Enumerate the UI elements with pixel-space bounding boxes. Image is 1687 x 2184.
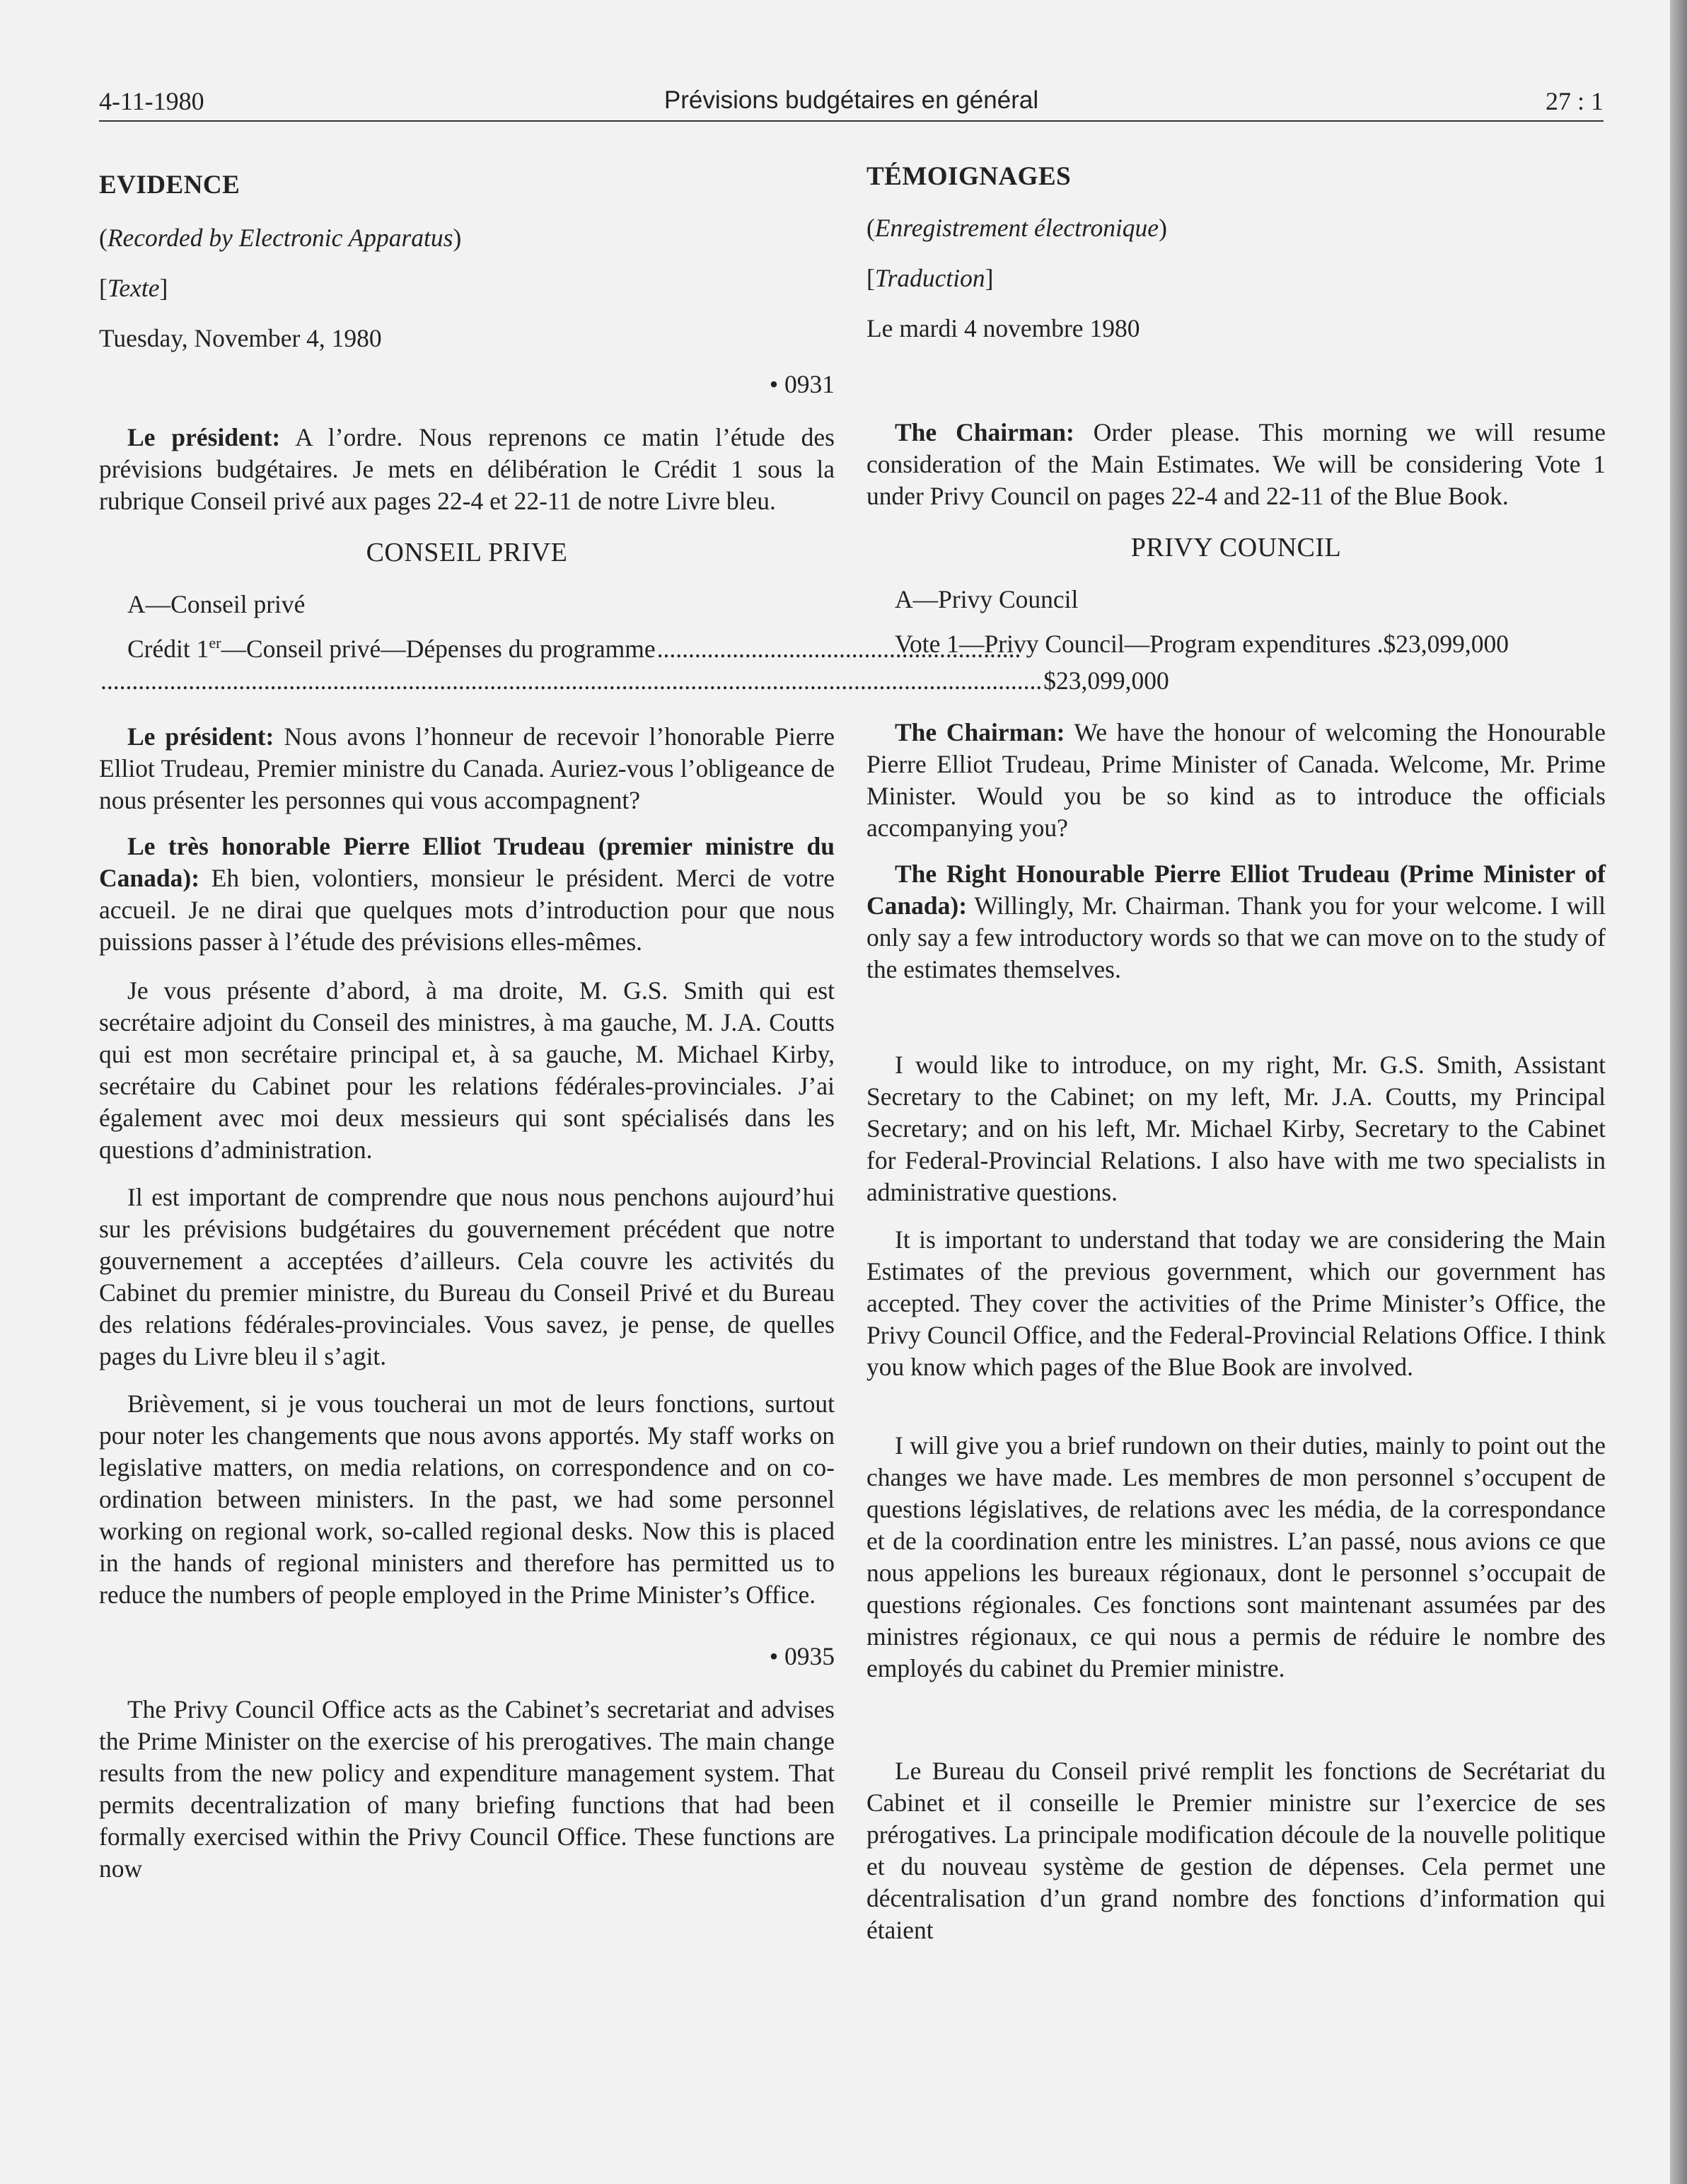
text-tag: [Texte]: [99, 274, 168, 302]
paragraph: The Chairman: We have the honour of welcoming the Honourable Pierre Elliot Trudeau, Prime Minister of Canada. Welcome, Mr. Prime Minister. Would you be so kind as to introduce the officials accompanying you?: [866, 718, 1606, 842]
section-heading: EVIDENCE: [99, 171, 240, 200]
paragraph: I would like to introduce, on my right, Mr. G.S. Smith, Assistant Secretary to the Cabinet; on my left, Mr. J.A. Coutts, my Principal Secretary; and on his left, Mr. Michael Kirby, Secretary to the Cabinet for Federal-Provincial Relations. I also have with me two specialists in administrative questions.: [866, 1051, 1606, 1206]
time-marker: • 0935: [769, 1642, 835, 1670]
vote-amount: $23,099,000: [1043, 666, 1169, 695]
recording-note: (Enregistrement électronique): [866, 214, 1167, 242]
vote-line: Vote 1—Privy Council—Program expenditures .$23,099,000: [895, 630, 1509, 658]
paragraph: It is important to understand that today we are considering the Main Estimates of the previous government, which our government has accepted. They cover the activities of the Prime Minister’s Office, the Privy Council Office, and the Federal-Provincial Relations Office. I think you know which pages of the Blue Book are involved.: [866, 1225, 1606, 1381]
subsection-title: A—Conseil privé: [127, 590, 306, 618]
page-edge: [1670, 0, 1687, 2184]
header-title: Prévisions budgétaires en général: [663, 86, 1039, 114]
text-tag: [Traduction]: [866, 264, 994, 292]
page-header: [99, 83, 1604, 122]
paragraph: Il est important de comprendre que nous nous penchons aujourd’hui sur les prévisions budgétaires du gouvernement précédent que notre gouvernement a acceptées d’ailleurs. Cela couvre les activités du Cabinet du premier ministre, du Bureau du Conseil Privé et du Bureau des relations fédérales-provinciales. Vous savez, je pense, de quelles pages du Livre bleu il s’agit.: [99, 1183, 835, 1370]
section-title: CONSEIL PRIVE: [366, 538, 568, 567]
paragraph: Le très honorable Pierre Elliot Trudeau (premier ministre du Canada): Eh bien, volontiers, monsieur le président. Merci de votre accueil. Je ne dirai que quelques mots d’introduction pour que nous puissions passer à l’étude des prévisions elles-mêmes.: [99, 832, 835, 956]
paragraph: Le Bureau du Conseil privé remplit les fonctions de Secrétariat du Cabinet et il conseille le Premier ministre sur l’exercice de ses prérogatives. La principale modification découle de la nouvelle politique et du nouveau système de gestion de dépenses. Cela permet une décentralisation d’un grand nombre des fonctions d’information qui étaient: [866, 1757, 1606, 1944]
header-page-number: 27 : 1: [1545, 87, 1604, 115]
paragraph: The Privy Council Office acts as the Cabinet’s secretariat and advises the Prime Minister on the exercise of his prerogatives. The main change results from the new policy and expenditure management system. That permits decentralization of many briefing functions that had been formally exercised within the Privy Council Office. These functions are now: [99, 1695, 835, 1883]
paragraph: I will give you a brief rundown on their duties, mainly to point out the changes we have made. Les membres de mon personnel s’occupent de questions législatives, de relations avec les média, de la correspondance et de la coordination entre les ministres. L’an passé, nous avions ce que nous appelions les bureaux régionaux, dont le personnel s’occupait de questions régionales. Ces fonctions sont maintenant assumées par des ministres régionaux, ce qui nous a permis de réduire le nombre des employés du cabinet du Premier ministre.: [866, 1431, 1606, 1682]
paragraph: Le président: Nous avons l’honneur de recevoir l’honorable Pierre Elliot Trudeau, Premier ministre du Canada. Auriez-vous l’obligeance de nous présenter les personnes qui vous accompagnent?: [99, 722, 835, 814]
paragraph: Le président: A l’ordre. Nous reprenons ce matin l’étude des prévisions budgétaires. Je mets en délibération le Crédit 1 sous la rubrique Conseil privé aux pages 22-4 et 22-11 de notre Livre bleu.: [99, 423, 835, 515]
session-date: Tuesday, November 4, 1980: [99, 324, 382, 352]
section-heading: TÉMOIGNAGES: [866, 162, 1072, 191]
paragraph: Brièvement, si je vous toucherai un mot de leurs fonctions, surtout pour noter les changements que nous avons apportés. My staff works on legislative matters, on media relations, on correspondence and on co-ordination between ministers. In the past, we had some personnel working on regional work, so-called regional desks. Now this is placed in the hands of regional ministers and therefore has permitted us to reduce the numbers of people employed in the Prime Minister’s Office.: [99, 1389, 835, 1609]
section-title: PRIVY COUNCIL: [1130, 533, 1342, 562]
right-column: [866, 159, 1606, 1946]
paragraph: The Right Honourable Pierre Elliot Trudeau (Prime Minister of Canada): Willingly, Mr. Chairman. Thank you for your welcome. I will only say a few introductory words so that we can move on to the study of the estimates themselves.: [866, 860, 1606, 983]
subsection-title: A—Privy Council: [895, 585, 1079, 613]
session-date: Le mardi 4 novembre 1980: [866, 314, 1140, 342]
recording-note: (Recorded by Electronic Apparatus): [99, 224, 462, 252]
header-date: 4-11-1980: [99, 87, 204, 115]
time-marker: • 0931: [769, 370, 835, 398]
paragraph: Je vous présente d’abord, à ma droite, M. G.S. Smith qui est secrétaire adjoint du Conseil des ministres, à ma gauche, M. J.A. Coutts qui est mon secrétaire principal et, à sa gauche, M. Michael Kirby, secrétaire du Cabinet pour les relations fédérales-provinciales. J’ai également avec moi deux messieurs qui sont spécialisés dans les questions d’administration.: [99, 976, 835, 1164]
vote-amount-line: ...................................................................................................................................................... $23,099,000: [99, 665, 835, 697]
vote-line: Crédit 1er—Conseil privé—Dépenses du programme ..........................................................: [127, 634, 1021, 663]
paragraph: The Chairman: Order please. This morning we will resume consideration of the Main Estimates. We will be considering Vote 1 under Privy Council on pages 22-4 and 22-11 of the Blue Book.: [866, 418, 1606, 510]
